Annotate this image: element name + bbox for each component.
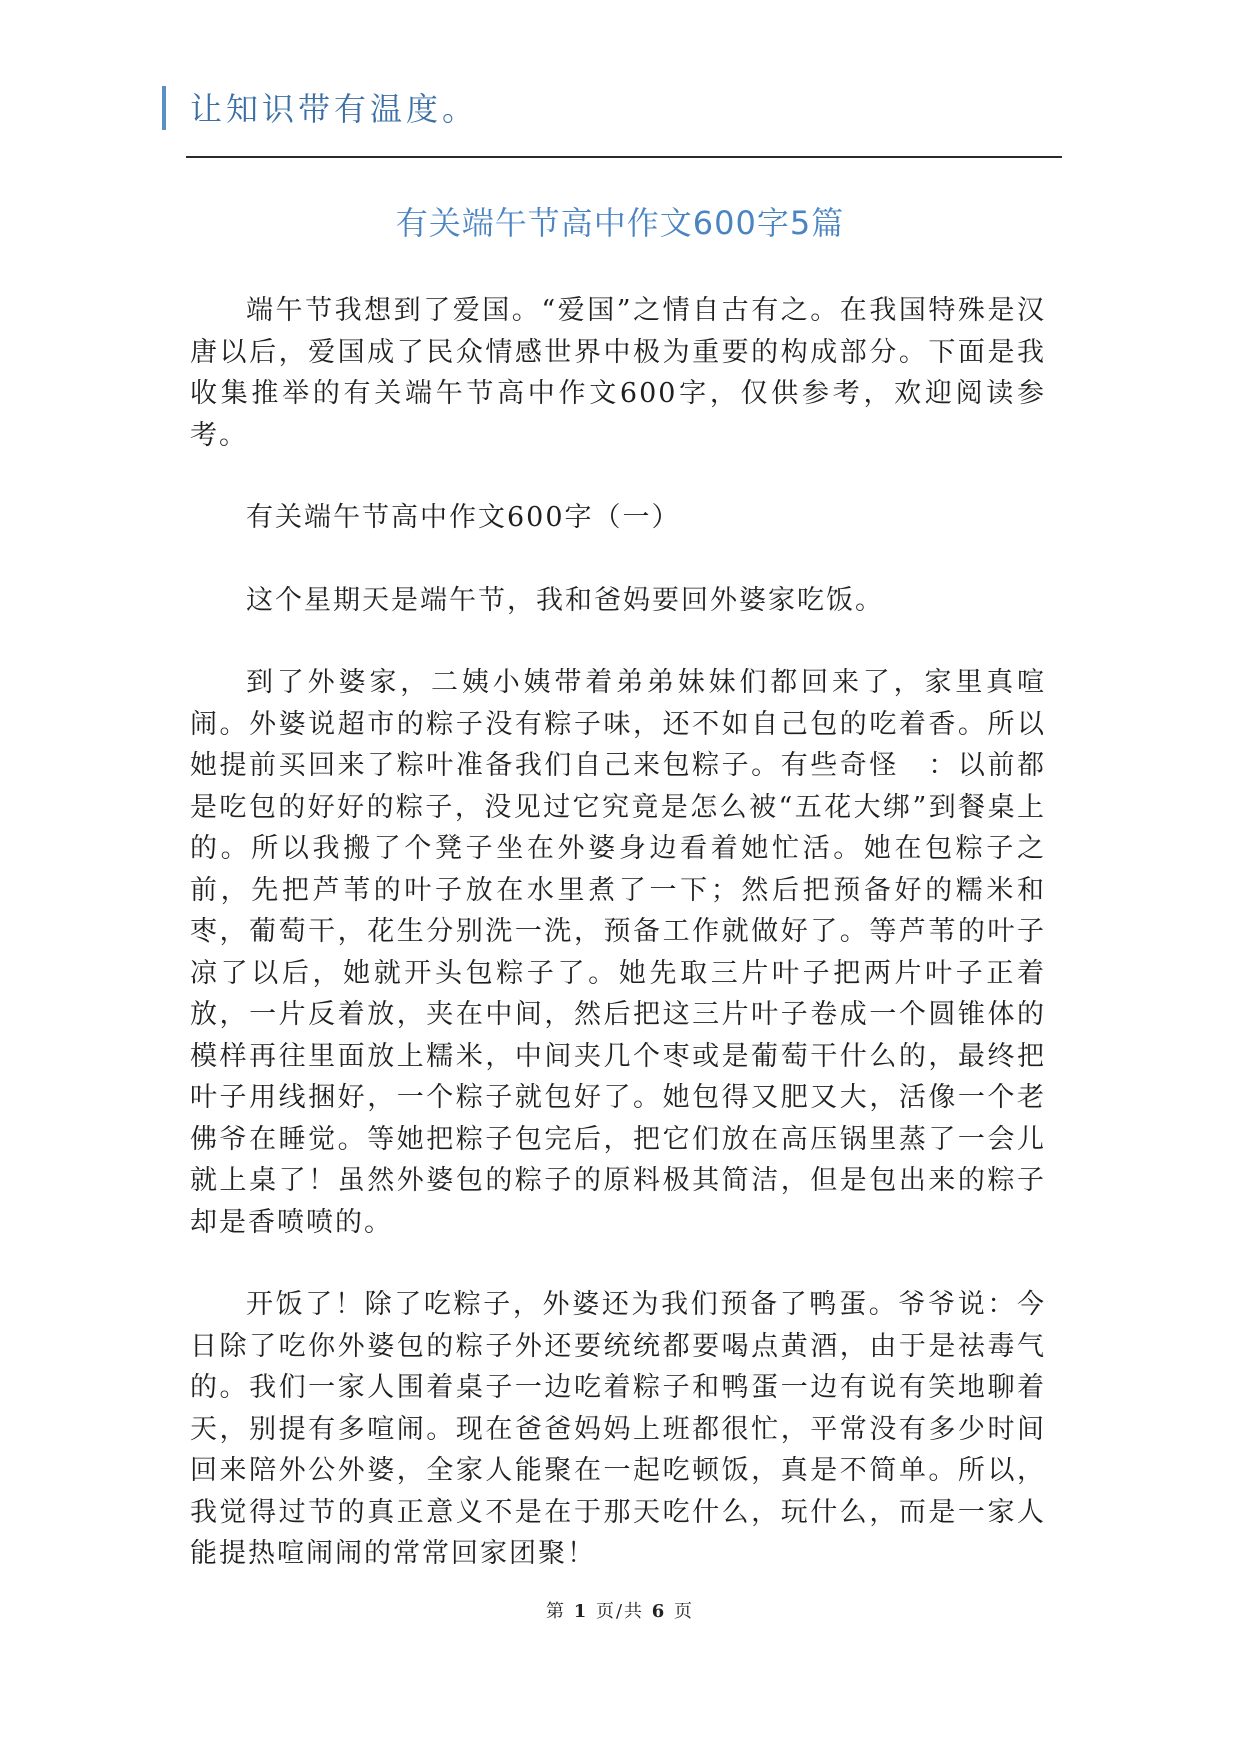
current-page-number: 1 [573, 1601, 589, 1622]
header-divider [186, 156, 1062, 158]
body-paragraph: 到了外婆家，二姨小姨带着弟弟妹妹们都回来了，家里真喧闹。外婆说超市的粽子没有粽子味，还不如自己包的吃着香。所以她提前买回来了粽叶准备我们自己来包粽子。有些奇怪 ：以前都是吃包的好好的粽子，没见过它究竟是怎么被“五花大绑”到餐桌上的。所以我搬了个凳子坐在外婆身边看着她忙活。她在包粽子之前，先把芦苇的叶子放在水里煮了一下；然后把预备好的糯米和枣，葡萄干，花生分别洗一洗，预备工作就做好了。等芦苇的叶子凉了以后，她就开头包粽子了。她先取三片叶子把两片叶子正着放，一片反着放，夹在中间，然后把这三片叶子卷成一个圆锥体的模样再往里面放上糯米，中间夹几个枣或是葡萄干什么的，最终把叶子用线捆好，一个粽子就包好了。她包得又肥又大，活像一个老佛爷在睡觉。等她把粽子包完后，把它们放在高压锅里蒸了一会儿就上桌了！虽然外婆包的粽子的原料极其简洁，但是包出来的粽子却是香喷喷的。 [190, 667, 1046, 1238]
document-body [190, 290, 1046, 1616]
page-footer [0, 1597, 1240, 1623]
body-paragraph: 这个星期天是端午节，我和爸妈要回外婆家吃饭。 [246, 584, 884, 616]
footer-middle: 页/共 [595, 1601, 645, 1622]
intro-paragraph: 端午节我想到了爱国。“爱国”之情自古有之。在我国特殊是汉唐以后，爱国成了民众情感世界中极为重要的构成部分。下面是我收集推举的有关端午节高中作文600字，仅供参考，欢迎阅读参考。 [190, 295, 1046, 451]
section-heading: 有关端午节高中作文600字（一） [246, 502, 681, 533]
header-slogan: 让知识带有温度。 [190, 90, 479, 128]
footer-suffix: 页 [674, 1601, 695, 1622]
document-title: 有关端午节高中作文600字5篇 [395, 204, 845, 242]
body-paragraph: 开饭了！除了吃粽子，外婆还为我们预备了鸭蛋。爷爷说：今日除了吃你外婆包的粽子外还要统统都要喝点黄酒，由于是祛毒气的。我们一家人围着桌子一边吃着粽子和鸭蛋一边有说有笑地聊着天，别提有多喧闹。现在爸爸妈妈上班都很忙，平常没有多少时间回来陪外公外婆，全家人能聚在一起吃顿饭，真是不简单。所以，我觉得过节的真正意义不是在于那天吃什么，玩什么，而是一家人能提热喧闹闹的常常回家团聚！ [190, 1289, 1046, 1569]
header-accent-bar [162, 86, 166, 130]
total-pages-number: 6 [651, 1601, 667, 1622]
footer-prefix: 第 [545, 1601, 566, 1622]
